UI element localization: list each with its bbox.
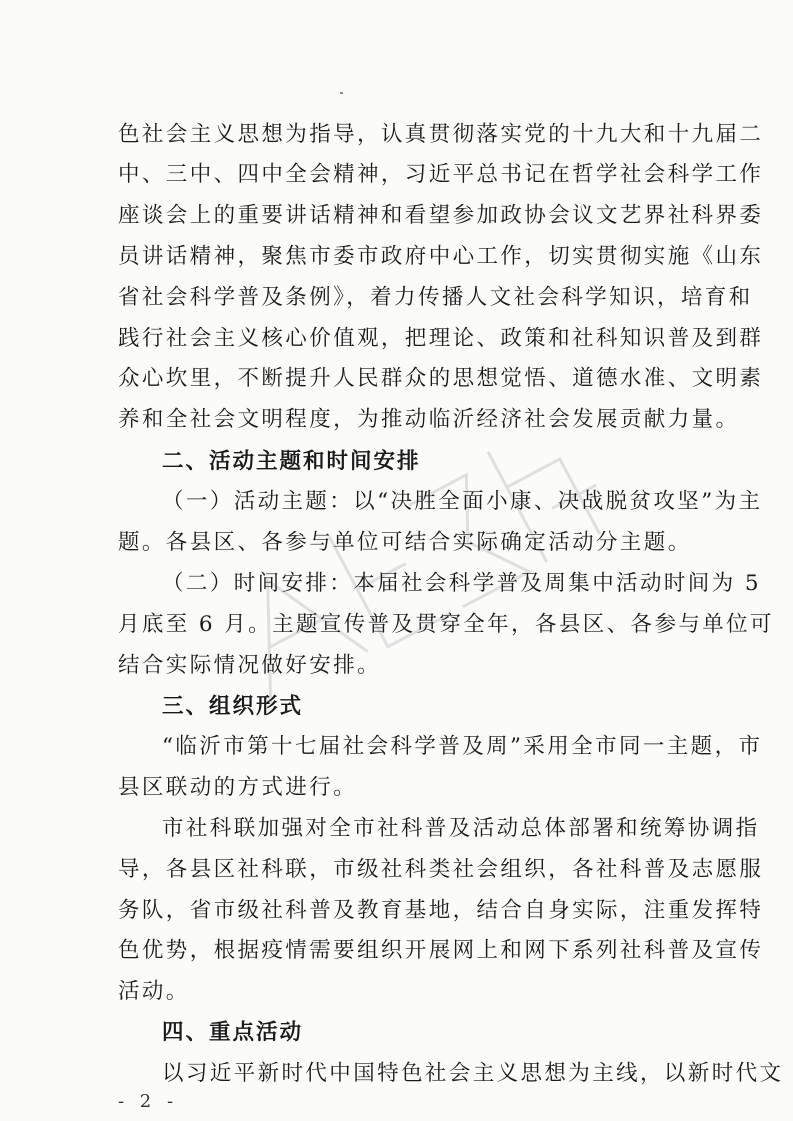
body-line: 员讲话精神，聚焦市委市政府中心工作，切实贯彻实施《山东 [118,244,764,269]
body-line: 市社科联加强对全市社科普及活动总体部署和统筹协调指 [162,816,760,841]
body-line: 县区联动的方式进行。 [118,775,358,800]
body-line: 月底至 6 月。主题宣传普及贯穿全年，各县区、各参与单位可 [118,612,774,637]
section-heading: 四、重点活动 [162,1020,304,1045]
body-line: 座谈会上的重要讲话精神和看望参加政协会议文艺界社科界委 [118,203,764,228]
body-line: （二）时间安排：本届社会科学普及周集中活动时间为 5 [162,571,761,596]
scan-speck [340,92,343,94]
section-heading: 三、组织形式 [162,694,304,719]
body-line: “临沂市第十七届社会科学普及周”采用全市同一主题，市 [162,734,763,759]
body-line: 践行社会主义核心价值观，把理论、政策和社科知识普及到群 [118,326,764,351]
body-line: 色优势，根据疫情需要组织开展网上和网下系列社科普及宣传 [118,938,764,963]
body-line: 导，各县区社科联，市级社科类社会组织，各社科普及志愿服 [118,857,764,882]
body-line: 众心坎里，不断提升人民群众的思想觉悟、道德水准、文明素 [118,366,764,391]
body-line: 以习近平新时代中国特色社会主义思想为主线，以新时代文 [162,1061,784,1086]
body-line: 养和全社会文明程度，为推动临沂经济社会发展贡献力量。 [118,407,740,432]
body-line: 活动。 [118,979,190,1004]
body-line: 结合实际情况做好安排。 [118,653,381,678]
body-line: 题。各县区、各参与单位可结合实际确定活动分主题。 [118,530,692,555]
body-line: 中、三中、四中全会精神，习近平总书记在哲学社会科学工作 [118,162,764,187]
section-heading: 二、活动主题和时间安排 [162,449,421,474]
body-line: 色社会主义思想为指导，认真贯彻落实党的十九大和十九届二 [118,122,764,147]
page-number: - 2 - [118,1091,179,1112]
body-line: 务队，省市级社科普及教育基地，结合自身实际，注重发挥特 [118,898,764,923]
body-line: （一）活动主题：以“决胜全面小康、决战脱贫攻坚”为主 [162,489,763,514]
body-line: 省社会科学普及条例》，着力传播人文社会科学知识，培育和 [118,285,753,310]
